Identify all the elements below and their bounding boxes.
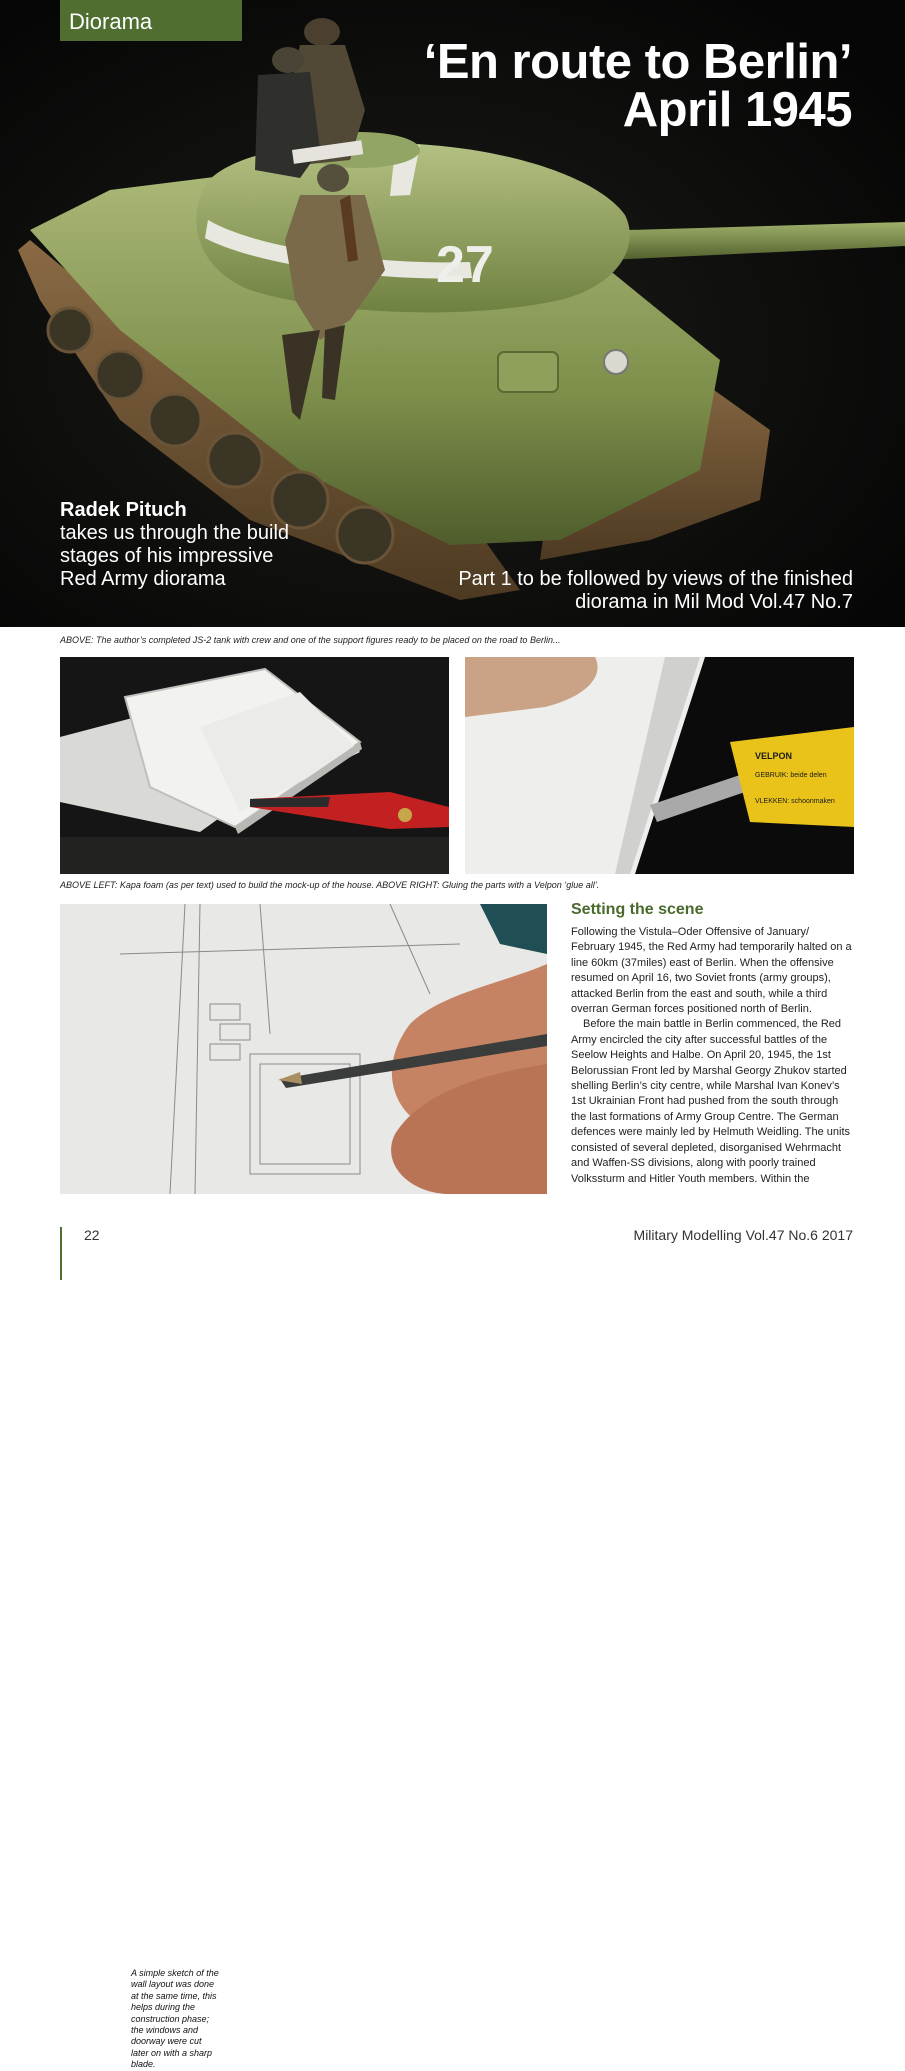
intro-text: takes us through the build stages of his impressive Red Army diorama bbox=[60, 522, 290, 590]
section-tag: Diorama bbox=[60, 0, 242, 41]
wall-sketch-illustration bbox=[60, 904, 547, 1194]
photo-gluing-parts bbox=[465, 657, 854, 874]
caption-top: ABOVE: The author’s completed JS-2 tank with crew and one of the support figures ready to be placed on the road to Berlin... bbox=[60, 635, 561, 645]
photo-foam-boards bbox=[60, 657, 449, 874]
footer-rule bbox=[60, 1227, 62, 1280]
hero-photo bbox=[0, 0, 905, 627]
article-heading: Setting the scene bbox=[571, 901, 704, 918]
author-name: Radek Pituch bbox=[60, 499, 187, 521]
page-number: 22 bbox=[84, 1227, 100, 1243]
turret-number: 27 bbox=[436, 236, 494, 294]
paragraph-2: Before the main battle in Berlin commenced, the Red Army encircled the city after successful battles of the Seelow Heights and Halbe. On April 20, 1945, the 1st Belorussian Front led by Marshal Georgy Zhukov started shelling Berlin’s city centre, while Marshal Ivan Konev’s 1st Ukrainian Front had pushed from the south through the last formations of Army Group Centre. The German defences were mainly led by Helmuth Weidling. The units consisted of several depleted, disorganised Wehrmacht and Waffen-SS divisions, along with poorly trained Volkssturm and Hitler Youth members. Within the bbox=[571, 1018, 851, 1185]
caption-middle: ABOVE LEFT: Kapa foam (as per text) used to build the mock-up of the house. ABOVE RIGHT: Gluing the parts with a Velpon ‘glue all’. bbox=[60, 880, 600, 890]
tube-label-line2: VLEKKEN: schoonmaken bbox=[755, 798, 835, 805]
paragraph-1: Following the Vistula–Oder Offensive of January/ February 1945, the Red Army had temporarily halted on a line 60km (37miles) east of Berlin. When the offensive resumed on April 16, two Soviet fronts (army groups), attacked Berlin from the east and south, while a third overran German forces positioned north of Berlin. bbox=[571, 926, 852, 1016]
caption-sketch: A simple sketch of the wall layout was done at the same time, this helps during the construction phase; the windows and doorway were cut later on with a sharp blade. bbox=[131, 1968, 219, 2070]
article-title-line1: ‘En route to Berlin’ bbox=[423, 35, 852, 89]
magazine-info: Military Modelling Vol.47 No.6 2017 bbox=[633, 1227, 853, 1243]
foam-boards-illustration bbox=[60, 657, 449, 874]
tube-label-line1: GEBRUIK: beide delen bbox=[755, 772, 827, 779]
article-title-line2: April 1945 bbox=[622, 83, 852, 137]
article-body bbox=[571, 925, 854, 1187]
part-note: Part 1 to be followed by views of the finished diorama in Mil Mod Vol.47 No.7 bbox=[458, 568, 853, 613]
tube-label-brand: VELPON bbox=[755, 751, 793, 761]
glue-tube-illustration bbox=[465, 657, 854, 874]
